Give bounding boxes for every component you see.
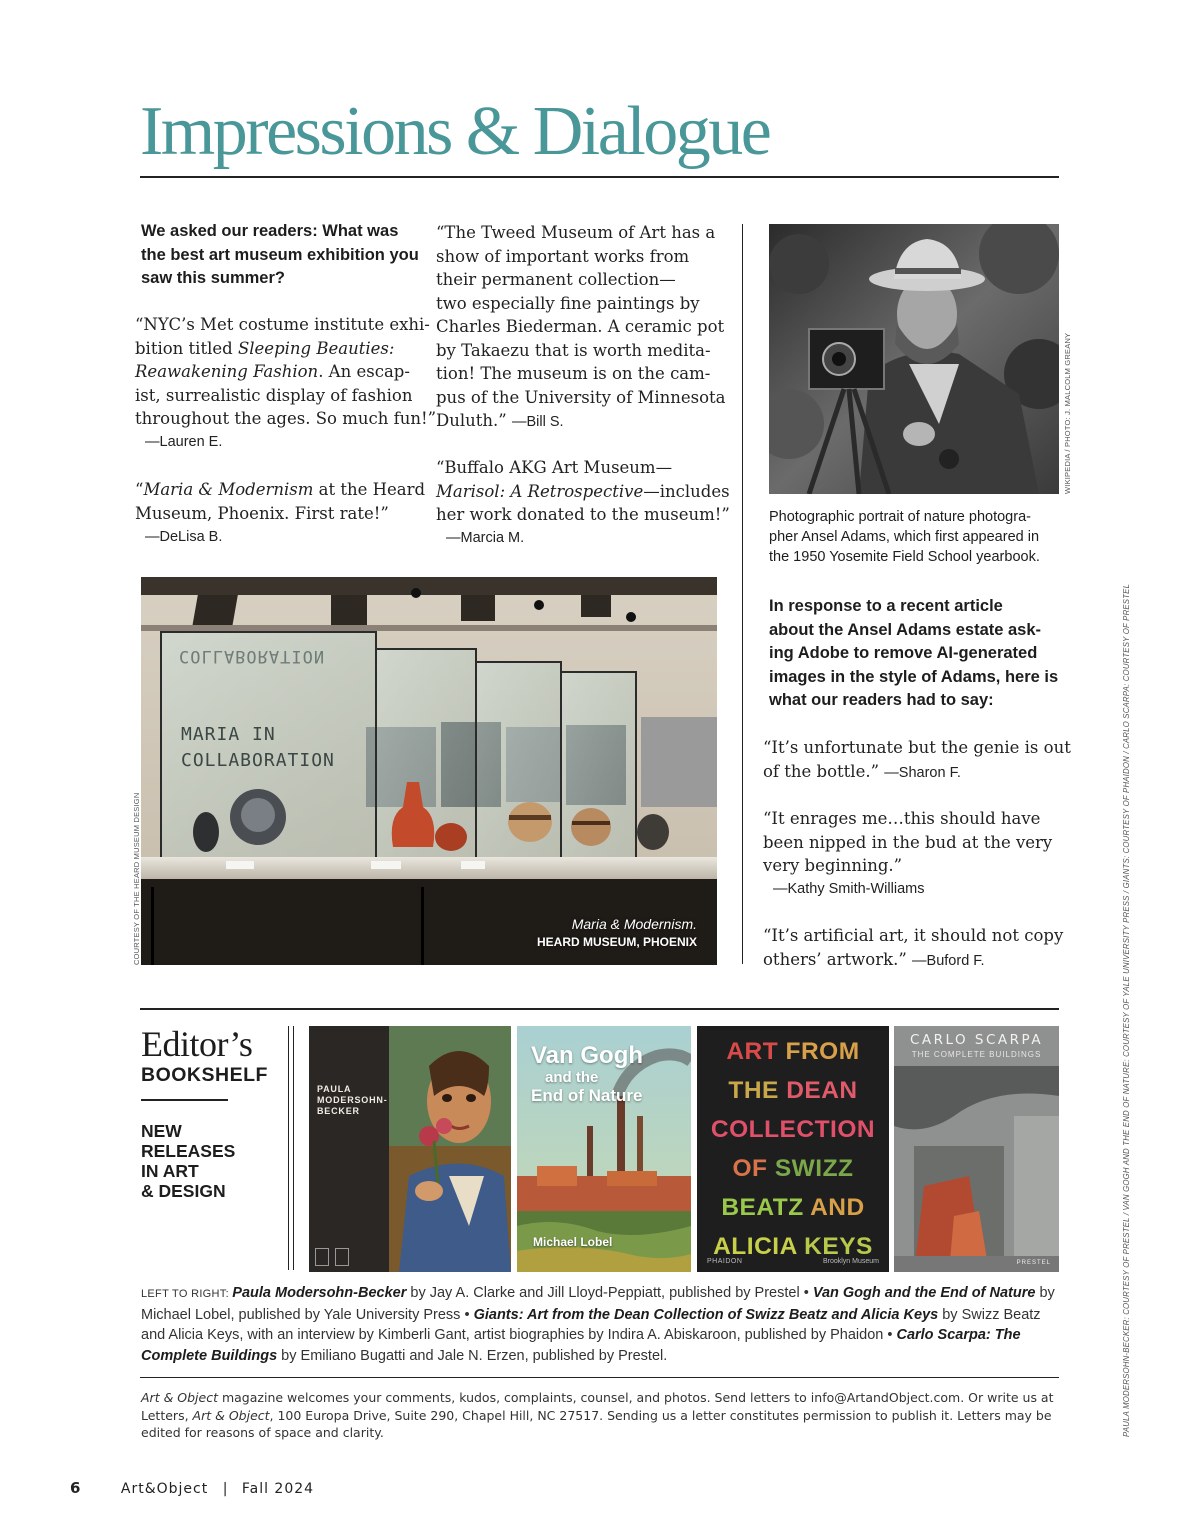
quote-lauren-line bbox=[135, 360, 425, 384]
ai-prompt-line: about the Ansel Adams estate ask- bbox=[769, 620, 1042, 639]
page-number: 6 bbox=[70, 1479, 81, 1497]
caption-text: by Swizz Beatz and Alicia Keys, with an interview by Kimberli Gant, artist biographies by Indira A. Abiskaroon, published by Phaidon • bbox=[141, 1306, 1041, 1343]
quote-bill-line: their permanent collection— bbox=[436, 270, 676, 289]
attribution-marcia: —Marcia M. bbox=[446, 530, 525, 546]
book-title: Carlo Scarpa: The Complete Buildings bbox=[141, 1327, 1021, 1364]
cover1-title-line: PAULA bbox=[317, 1084, 352, 1094]
case-lettering-top: COLLABORATION bbox=[179, 646, 326, 666]
exhibition-title: Sleeping Beauties: bbox=[237, 338, 395, 358]
page-title: Impressions & Dialogue bbox=[140, 93, 770, 170]
tagline-line: NEW bbox=[141, 1121, 182, 1141]
caption-lead: LEFT TO RIGHT: bbox=[141, 1288, 233, 1300]
quote-delisa-line bbox=[135, 478, 426, 502]
quote-lauren bbox=[135, 313, 437, 431]
cover3-word: SWIZZ bbox=[774, 1155, 854, 1182]
museum-photo-credit: COURTESY OF THE HEARD MUSEUM DESIGN bbox=[132, 792, 141, 965]
cover4-publisher: PRESTEL bbox=[1016, 1260, 1051, 1266]
attribution-lauren: —Lauren E. bbox=[145, 434, 223, 450]
exhibition-title: Reawakening Fashion bbox=[135, 362, 319, 381]
quote-lauren-line: ist, surrealistic display of fashion bbox=[135, 385, 413, 405]
quote-lauren-line bbox=[135, 337, 425, 361]
cover1-logo bbox=[335, 1248, 349, 1266]
quote-sharon bbox=[763, 736, 1071, 785]
cover2-author: Michael Lobel bbox=[533, 1235, 613, 1249]
bookshelf-rule bbox=[140, 1008, 1059, 1010]
cover1-logo bbox=[315, 1248, 329, 1266]
quote-text: —includes bbox=[643, 481, 730, 501]
quote-kathy-line: “It enrages me…this should have bbox=[763, 809, 1041, 828]
quote-text: . An escap- bbox=[318, 362, 410, 381]
portrait-illustration bbox=[769, 224, 1059, 494]
folio bbox=[70, 1479, 314, 1497]
cover2-title-line2: and the bbox=[545, 1069, 599, 1086]
quote-marcia-line: “Buffalo AKG Art Museum— bbox=[436, 458, 673, 477]
cover3-line bbox=[697, 1032, 889, 1071]
quote-text: of the bottle.” bbox=[763, 761, 885, 781]
cover3-word: FROM bbox=[785, 1038, 860, 1065]
bookshelf-divider bbox=[288, 1026, 289, 1270]
quote-text: bition titled bbox=[135, 338, 238, 358]
quote-buford-line: “It’s artificial art, it should not copy bbox=[763, 926, 1064, 945]
attribution-delisa: —DeLisa B. bbox=[145, 529, 223, 545]
ai-prompt-line: images in the style of Adams, here is bbox=[769, 667, 1059, 686]
cover3-publisher: PHAIDON bbox=[707, 1258, 743, 1265]
quote-sharon-line bbox=[763, 760, 1071, 786]
quote-buford bbox=[763, 924, 1063, 973]
cover3-line bbox=[697, 1149, 889, 1188]
cover4-title: CARLO SCARPA bbox=[909, 1032, 1044, 1048]
museum-gallery-photo bbox=[141, 577, 717, 965]
magazine-name: Art & Object bbox=[141, 1390, 218, 1405]
cover3-word: BEATZ bbox=[721, 1194, 804, 1221]
cover3-word: ALICIA bbox=[713, 1233, 797, 1260]
cover1-title-line: MODERSOHN- bbox=[317, 1095, 388, 1105]
ai-prompt bbox=[769, 595, 1058, 713]
cover3-word: THE bbox=[728, 1077, 779, 1104]
ai-prompt-line: In response to a recent article bbox=[769, 597, 1003, 615]
quote-marcia-line bbox=[436, 480, 736, 504]
caption-text: by Michael Lobel, published by Yale University Press • bbox=[141, 1285, 1055, 1323]
portrait-caption-line: Photographic portrait of nature photogra- bbox=[769, 509, 1031, 525]
tagline-line: RELEASES bbox=[141, 1141, 236, 1161]
quote-buford-line bbox=[763, 948, 1063, 974]
letters-text: , 100 Europa Drive, Suite 290, Chapel Hill, NC 27517. Sending us a letter constitutes permission to publish it. Letters may be edited for reasons of space and clarity. bbox=[141, 1407, 1052, 1440]
quote-bill-line: two especially fine paintings by bbox=[436, 293, 700, 313]
cover1-painting bbox=[389, 1026, 511, 1272]
book-title: Giants: Art from the Dean Collection of Swizz Beatz and Alicia Keys bbox=[473, 1306, 939, 1323]
readers-question-text: We asked our readers: What was the best art museum exhibition you saw this summer? bbox=[141, 222, 419, 287]
portrait-caption-line: pher Ansel Adams, which first appeared in bbox=[769, 529, 1040, 545]
bookshelf-short-rule bbox=[141, 1099, 228, 1101]
magazine-name: Art & Object bbox=[192, 1407, 270, 1423]
caption-text: by Emiliano Bugatti and Jale N. Erzen, published by Prestel. bbox=[277, 1347, 668, 1364]
quote-bill-line bbox=[436, 409, 736, 435]
bookshelf-subtitle: BOOKSHELF bbox=[141, 1064, 268, 1086]
folio-separator: | bbox=[222, 1481, 228, 1497]
letters-text: magazine welcomes your comments, kudos, complaints, counsel, and photos. Send letters to info@ArtandObject.com. Or write us at Letters, bbox=[141, 1390, 1054, 1423]
footer-rule bbox=[140, 1377, 1059, 1378]
tagline-line: & DESIGN bbox=[141, 1181, 226, 1201]
quote-bill-line: “The Tweed Museum of Art has a bbox=[436, 223, 716, 242]
portrait-credit: WIKIPEDIA / PHOTO: J. MALCOLM GREANY bbox=[1063, 332, 1072, 494]
quote-marcia bbox=[436, 456, 736, 527]
quote-bill-line: show of important works from bbox=[436, 246, 690, 266]
portrait-caption bbox=[769, 507, 1040, 567]
quote-bill-line: by Takaezu that is worth medita- bbox=[436, 340, 711, 360]
gallery-illustration bbox=[141, 577, 717, 965]
title-rule bbox=[140, 176, 1059, 178]
bookshelf-tagline bbox=[141, 1121, 235, 1201]
quote-lauren-line: throughout the ages. So much fun!” bbox=[135, 409, 437, 428]
quote-lauren-line: “NYC’s Met costume institute exhi- bbox=[135, 315, 430, 334]
book-cover-modersohn-becker[interactable] bbox=[309, 1026, 511, 1272]
book-cover-giants[interactable] bbox=[697, 1026, 889, 1272]
quote-text: Duluth.” bbox=[436, 411, 512, 430]
quote-bill-line: pus of the University of Minnesota bbox=[436, 387, 726, 407]
photo-caption-title: Maria & Modernism. bbox=[571, 916, 697, 932]
quote-delisa bbox=[135, 478, 425, 525]
cover3-line bbox=[697, 1071, 889, 1110]
photo-caption bbox=[537, 915, 697, 951]
book-title: Van Gogh and the End of Nature bbox=[812, 1285, 1036, 1301]
cover4-sub: THE COMPLETE BUILDINGS bbox=[911, 1050, 1042, 1059]
cover3-line bbox=[697, 1188, 889, 1227]
cover3-word: OF bbox=[732, 1155, 768, 1182]
cover1-title bbox=[317, 1084, 388, 1117]
folio-magazine: Art&Object bbox=[120, 1481, 209, 1497]
books-caption bbox=[141, 1283, 1059, 1366]
bookshelf-divider bbox=[293, 1026, 294, 1270]
quote-kathy-line: very beginning.” bbox=[763, 856, 903, 875]
tagline-line: IN ART bbox=[141, 1161, 199, 1181]
quote-bill-line: Charles Biederman. A ceramic pot bbox=[436, 317, 725, 336]
case-lettering-line1: MARIA IN bbox=[181, 724, 276, 745]
quote-marcia-line: her work donated to the museum!” bbox=[436, 505, 730, 524]
attribution-sharon: —Sharon F. bbox=[884, 764, 961, 781]
cover3-word: KEYS bbox=[804, 1233, 873, 1260]
cover3-title bbox=[697, 1032, 889, 1266]
cover3-word: DEAN bbox=[786, 1077, 858, 1104]
quote-sharon-line: “It’s unfortunate but the genie is out bbox=[763, 738, 1071, 757]
cover2-title-line3: End of Nature bbox=[531, 1086, 643, 1105]
cover3-sub: Brooklyn Museum bbox=[822, 1258, 879, 1265]
ai-prompt-line: ing Adobe to remove AI-generated bbox=[769, 644, 1038, 662]
cover2-title-line1: Van Gogh bbox=[531, 1042, 644, 1069]
bookshelf-title: Editor’s bbox=[141, 1024, 253, 1064]
attribution-buford: —Buford F. bbox=[912, 952, 985, 969]
ai-prompt-line: what our readers had to say: bbox=[769, 691, 994, 709]
quote-bill-line: tion! The museum is on the cam- bbox=[436, 364, 711, 383]
readers-question bbox=[141, 220, 421, 291]
quote-kathy bbox=[763, 807, 1052, 878]
letters-note bbox=[141, 1389, 1059, 1442]
column-divider bbox=[742, 224, 743, 964]
cover3-word: ART bbox=[726, 1038, 779, 1065]
book-cover-van-gogh[interactable] bbox=[517, 1026, 691, 1272]
attribution-kathy: —Kathy Smith-Williams bbox=[773, 881, 925, 897]
cover2-title bbox=[531, 1044, 643, 1104]
photo-caption-place: HEARD MUSEUM, PHOENIX bbox=[536, 935, 697, 949]
attribution-bill: —Bill S. bbox=[511, 414, 564, 430]
caption-text: by Jay A. Clarke and Jill Lloyd-Peppiatt, published by Prestel • bbox=[406, 1285, 813, 1301]
quote-text: at the Heard bbox=[313, 480, 426, 499]
ansel-adams-portrait bbox=[769, 224, 1059, 494]
portrait-caption-line: the 1950 Yosemite Field School yearbook. bbox=[769, 549, 1040, 565]
exhibition-title: Maria & Modernism bbox=[143, 480, 314, 499]
folio-issue: Fall 2024 bbox=[241, 1481, 315, 1497]
cover3-word: COLLECTION bbox=[710, 1116, 876, 1143]
cover4-photo bbox=[894, 1026, 1059, 1272]
quote-text: others’ artwork.” bbox=[763, 949, 913, 969]
cover3-word: AND bbox=[810, 1194, 865, 1221]
quote-text: “ bbox=[135, 480, 144, 499]
quote-delisa-line: Museum, Phoenix. First rate!” bbox=[135, 503, 389, 523]
book-title: Paula Modersohn-Becker bbox=[232, 1285, 407, 1301]
quote-kathy-line: been nipped in the bud at the very bbox=[763, 832, 1053, 852]
bookshelf-credits: PAULA MODERSOHN-BECKER: COURTESY OF PRESTEL / VAN GOGH AND THE END OF NATURE: COURTESY OF YALE UNIVERSITY PRESS / GIANTS: COURTESY OF PHAIDON / CARLO SCARPA: COURTESY OF PRESTEL bbox=[1122, 583, 1131, 1437]
quote-bill bbox=[436, 221, 736, 435]
exhibition-title: Marisol: A Retrospective bbox=[436, 481, 644, 501]
case-lettering-line2: COLLABORATION bbox=[181, 750, 335, 771]
book-cover-carlo-scarpa[interactable] bbox=[894, 1026, 1059, 1272]
cover3-line bbox=[697, 1110, 889, 1149]
cover1-title-line: BECKER bbox=[317, 1106, 360, 1116]
